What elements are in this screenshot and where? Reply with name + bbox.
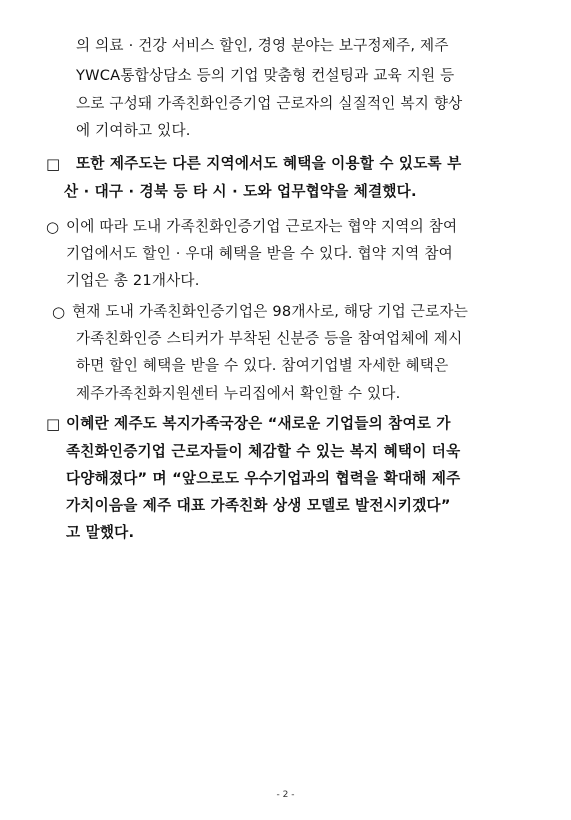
paragraph-line: 다양해졌다” 며 “앞으로도 우수기업과의 협력을 확대해 제주 xyxy=(66,470,461,487)
paragraph-line: 기업은 총 21개사다. xyxy=(66,272,200,289)
paragraph-line: 또한 제주도는 다른 지역에서도 혜택을 이용할 수 있도록 부 xyxy=(76,155,462,172)
circle-bullet-icon: ○ xyxy=(52,303,66,321)
paragraph-line: 제주가족친화지원센터 누리집에서 확인할 수 있다. xyxy=(76,385,401,402)
paragraph-line: 이에 따라 도내 가족친화인증기업 근로자는 협약 지역의 참여 xyxy=(66,218,458,235)
square-bullet-icon: □ xyxy=(46,155,61,173)
paragraph-line: 가족친화인증 스티커가 부착된 신분증 등을 참여업체에 제시 xyxy=(76,330,463,347)
circle-bullet-icon: ○ xyxy=(46,218,60,236)
paragraph-line: 으로 구성돼 가족친화인증기업 근로자의 실질적인 복지 향상 xyxy=(76,95,463,112)
paragraph-line: 현재 도내 가족친화인증기업은 98개사로, 해당 기업 근로자는 xyxy=(72,303,468,320)
square-bullet-icon: □ xyxy=(46,415,61,433)
paragraph-line: 하면 할인 혜택을 받을 수 있다. 참여기업별 자세한 혜택은 xyxy=(76,357,449,374)
paragraph-line: YWCA통합상담소 등의 기업 맞춤형 컨설팅과 교육 지원 등 xyxy=(76,67,455,84)
paragraph-line: 이혜란 제주도 복지가족국장은 “새로운 기업들의 참여로 가 xyxy=(66,415,451,432)
paragraph-line: 가치이음을 제주 대표 가족친화 상생 모델로 발전시키겠다” xyxy=(66,497,451,514)
paragraph-line: 기업에서도 할인 · 우대 혜택을 받을 수 있다. 협약 지역 참여 xyxy=(66,245,453,262)
paragraph-line: 의 의료 · 건강 서비스 할인, 경영 분야는 보구정제주, 제주 xyxy=(76,37,449,54)
paragraph-line: 족친화인증기업 근로자들이 체감할 수 있는 복지 혜택이 더욱 xyxy=(66,443,461,460)
paragraph-line: 산 · 대구 · 경북 등 타 시 · 도와 업무협약을 체결했다. xyxy=(64,183,417,200)
paragraph-line: 에 기여하고 있다. xyxy=(76,122,191,139)
page-number: - 2 - xyxy=(276,790,295,800)
paragraph-line: 고 말했다. xyxy=(66,524,135,541)
